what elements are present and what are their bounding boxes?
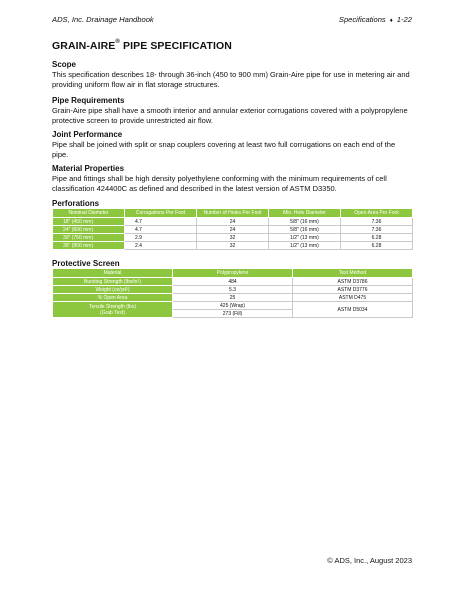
column-header: Test Method bbox=[293, 269, 413, 278]
page-number: 1-22 bbox=[396, 15, 412, 24]
table-cell: 425 (Wrap) bbox=[173, 302, 293, 310]
table-cell: 2.9 bbox=[125, 234, 197, 242]
section-page-indicator bbox=[339, 15, 412, 24]
table-cell: 7.36 bbox=[341, 218, 413, 226]
registered-mark: ® bbox=[115, 39, 120, 45]
table-cell: 7.36 bbox=[341, 226, 413, 234]
table-cell: 5/8" (16 mm) bbox=[269, 226, 341, 234]
property-label-cell: Tensile Strength (lbs) (Grab Test) bbox=[53, 302, 173, 318]
table-cell: 1/2" (13 mm) bbox=[269, 234, 341, 242]
table-cell: 32 bbox=[197, 242, 269, 250]
joint-performance-text: Pipe shall be joined with split or snap couplers covering at least two full corrugations on each end of the pipe. bbox=[52, 140, 396, 159]
pipe-requirements-text: Grain-Aire pipe shall have a smooth interior and annular exterior corrugations covered with a polypropylene protective screen to provide unrestricted air flow. bbox=[52, 106, 408, 125]
perforations-table bbox=[52, 208, 413, 250]
property-label-cell: % Open Area bbox=[53, 294, 173, 302]
table-cell: ASTM D5034 bbox=[293, 302, 413, 318]
section-name: Specifications bbox=[338, 15, 386, 24]
table-cell: 4.7 bbox=[125, 218, 197, 226]
table-row bbox=[53, 234, 413, 242]
table-header-row bbox=[53, 209, 413, 218]
pipe-requirements-heading: Pipe Requirements bbox=[52, 96, 125, 105]
column-header: Min. Hole Diameter bbox=[269, 209, 341, 218]
property-label-cell: Weight $(oz/yd^2)$ bbox=[53, 286, 173, 294]
table-row bbox=[53, 218, 413, 226]
table-cell: 2.4 bbox=[125, 242, 197, 250]
protective-screen-table bbox=[52, 268, 413, 318]
table-row bbox=[53, 286, 413, 294]
scope-heading: Scope bbox=[52, 60, 77, 69]
table-cell: 5.3 bbox=[173, 286, 293, 294]
column-header: Number of Holes Per Foot bbox=[197, 209, 269, 218]
page-header bbox=[52, 15, 412, 27]
column-header: Polypropylene bbox=[173, 269, 293, 278]
table-header-row bbox=[53, 269, 413, 278]
table-cell: 273 (Fill) bbox=[173, 310, 293, 318]
nominal-diameter-cell: 18" (450 mm) bbox=[53, 218, 125, 226]
diamond-separator-icon: ♦ bbox=[389, 18, 393, 24]
table-row bbox=[53, 302, 413, 310]
column-header: Nominal Diameter bbox=[53, 209, 125, 218]
nominal-diameter-cell: 30" (750 mm) bbox=[53, 234, 125, 242]
perforations-heading: Perforations bbox=[52, 199, 100, 208]
property-label-cell: Bursting Strength $(lbs/in^2)$ bbox=[53, 278, 173, 286]
scope-text: This specification describes 18- through 36-inch (450 to 900 mm) Grain-Aire pipe for use in metering air and providing uniform flow air in flat storage structures. bbox=[52, 70, 410, 89]
table-cell: ASTM D3776 bbox=[293, 286, 413, 294]
table-cell: 25 bbox=[173, 294, 293, 302]
table-cell: 1/2" (13 mm) bbox=[269, 242, 341, 250]
table-row bbox=[53, 226, 413, 234]
document-page bbox=[52, 0, 412, 600]
nominal-diameter-cell: 24" (600 mm) bbox=[53, 226, 125, 234]
table-row bbox=[53, 242, 413, 250]
material-properties-heading: Material Properties bbox=[52, 164, 125, 173]
table-cell: ASTM D3786 bbox=[293, 278, 413, 286]
table-row bbox=[53, 294, 413, 302]
table-cell: ASTM D475 bbox=[293, 294, 413, 302]
table-cell: 4.7 bbox=[125, 226, 197, 234]
nominal-diameter-cell: 36" (900 mm) bbox=[53, 242, 125, 250]
table-cell: 5/8" (16 mm) bbox=[269, 218, 341, 226]
joint-performance-heading: Joint Performance bbox=[52, 130, 123, 139]
table-cell: 24 bbox=[197, 218, 269, 226]
material-properties-text: Pipe and fittings shall be high density polyethylene conforming with the minimum requirements of cell classification 424400C as defined and described in the latest version of ASTM D3350. bbox=[52, 174, 387, 193]
table-cell: 6.28 bbox=[341, 242, 413, 250]
protective-screen-heading: Protective Screen bbox=[52, 259, 120, 268]
copyright-footer: © ADS, Inc., August 2023 bbox=[327, 556, 412, 565]
table-cell: 32 bbox=[197, 234, 269, 242]
column-header: Material bbox=[53, 269, 173, 278]
table-cell: 24 bbox=[197, 226, 269, 234]
handbook-title: ADS, Inc. Drainage Handbook bbox=[52, 15, 154, 24]
table-cell: 6.28 bbox=[341, 234, 413, 242]
page-title: GRAIN-AIRE® PIPE SPECIFICATION bbox=[52, 39, 232, 52]
table-row bbox=[53, 278, 413, 286]
column-header: Open Area Per Foot bbox=[341, 209, 413, 218]
column-header: Corrugations Per Foot bbox=[125, 209, 197, 218]
table-cell: 484 bbox=[173, 278, 293, 286]
